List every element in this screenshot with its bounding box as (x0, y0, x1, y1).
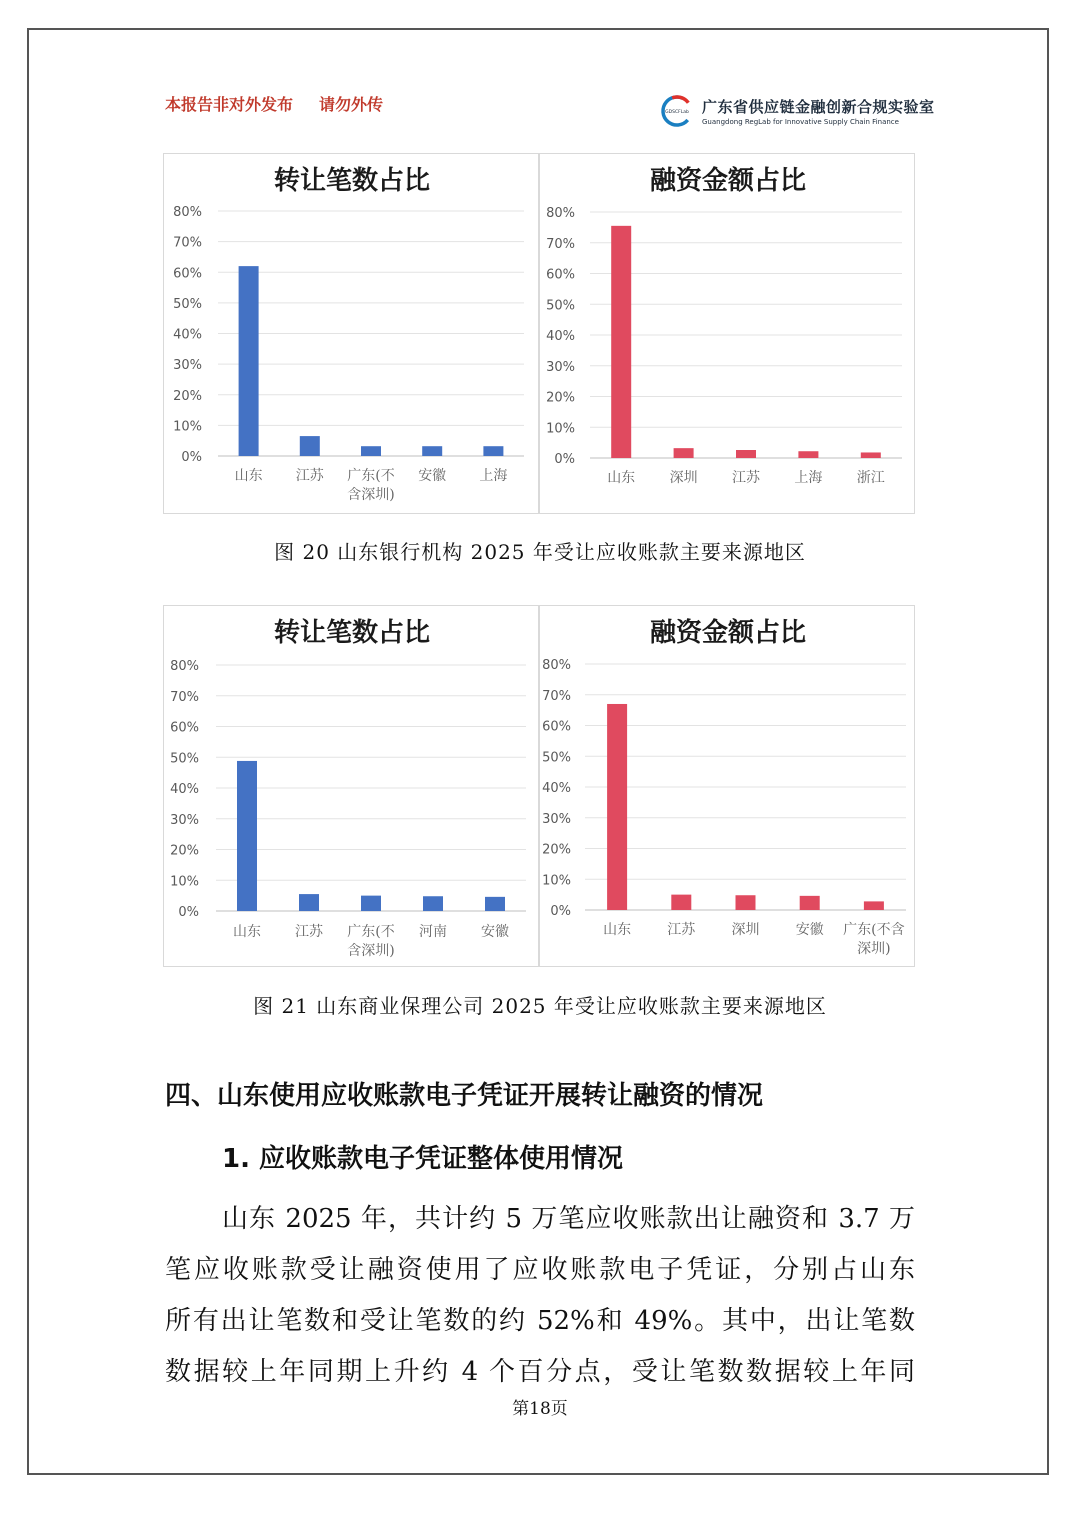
bar (861, 452, 881, 458)
y-tick-label: 80% (170, 659, 199, 674)
logo-badge-text: GDSCFLab (665, 110, 689, 115)
chart-title: 融资金额占比 (649, 166, 807, 196)
bar (671, 895, 691, 910)
y-tick-label: 60% (542, 719, 571, 735)
bar (674, 448, 694, 458)
y-tick-label: 40% (542, 781, 571, 796)
y-tick-label: 70% (546, 236, 575, 252)
bar (300, 436, 320, 456)
y-tick-label: 70% (542, 688, 571, 704)
x-category-label: 安徽 (481, 924, 509, 940)
bar (485, 897, 505, 911)
bar (483, 446, 503, 456)
y-tick-label: 0% (550, 904, 571, 919)
notice-no-distribution: 请勿外传 (319, 95, 384, 114)
x-category-label: 深圳) (857, 941, 891, 957)
x-category-label: 广东(不 (347, 468, 395, 484)
x-category-label: 江苏 (295, 924, 323, 940)
x-category-label: 山东 (234, 468, 263, 484)
notice-not-public: 本报告非对外发布 (165, 95, 294, 114)
y-tick-label: 30% (173, 358, 202, 374)
chart-title: 融资金额占比 (649, 618, 807, 648)
subsection-heading: 1. 应收账款电子凭证整体使用情况 (222, 1144, 624, 1174)
y-tick-label: 70% (173, 235, 202, 251)
y-tick-label: 20% (542, 842, 571, 858)
bar (800, 896, 820, 910)
x-category-label: 河南 (419, 924, 447, 940)
y-tick-label: 40% (173, 327, 202, 343)
y-tick-label: 20% (170, 843, 199, 859)
x-category-label: 江苏 (732, 470, 760, 486)
body-line-2: 笔应收账款受让融资使用了应收账款电子凭证，分别占山东 (165, 1255, 915, 1285)
y-tick-label: 80% (173, 205, 202, 220)
y-tick-label: 30% (542, 811, 571, 827)
bar (607, 704, 627, 910)
x-category-label: 安徽 (795, 922, 824, 938)
bar (422, 446, 442, 456)
y-tick-label: 0% (554, 452, 575, 467)
lab-name-cn: 广东省供应链金融创新合规实验室 (702, 98, 935, 116)
lab-name (702, 96, 935, 126)
bar (864, 901, 884, 910)
y-tick-label: 0% (178, 905, 199, 920)
y-tick-label: 10% (542, 873, 571, 889)
bar (736, 450, 756, 458)
y-tick-label: 50% (170, 751, 199, 767)
y-tick-label: 20% (546, 390, 575, 406)
bar (361, 896, 381, 911)
y-tick-label: 50% (546, 298, 575, 314)
y-tick-label: 60% (546, 267, 575, 283)
y-tick-label: 80% (542, 658, 571, 673)
x-category-label: 广东(不 (347, 924, 395, 940)
bar (361, 446, 381, 456)
y-tick-label: 30% (546, 359, 575, 375)
x-category-label: 含深圳) (347, 487, 395, 503)
y-tick-label: 10% (173, 419, 202, 435)
chart-fig20-amount (539, 153, 915, 514)
chart-fig21-count (163, 605, 539, 967)
x-category-label: 深圳 (731, 922, 760, 938)
section-heading: 四、山东使用应收账款电子凭证开展转让融资的情况 (165, 1081, 764, 1111)
x-category-label: 深圳 (669, 470, 698, 486)
y-tick-label: 50% (173, 296, 202, 312)
x-category-label: 上海 (794, 470, 823, 486)
y-tick-label: 70% (170, 689, 199, 705)
x-category-label: 上海 (479, 468, 508, 484)
x-category-label: 江苏 (295, 468, 324, 484)
y-tick-label: 10% (546, 421, 575, 437)
y-tick-label: 0% (181, 450, 202, 465)
bar (736, 895, 756, 910)
y-tick-label: 40% (546, 329, 575, 344)
y-tick-label: 80% (546, 206, 575, 221)
x-category-label: 山东 (603, 922, 632, 938)
x-category-label: 山东 (233, 924, 261, 940)
chart-title: 转让笔数占比 (273, 166, 431, 196)
x-category-label: 山东 (607, 470, 636, 486)
bar (423, 896, 443, 911)
y-tick-label: 10% (170, 874, 199, 890)
figure-20-caption: 图 20 山东银行机构 2025 年受让应收账款主要来源地区 (274, 540, 806, 564)
x-category-label: 含深圳) (347, 943, 395, 959)
bar (611, 226, 631, 458)
x-category-label: 江苏 (667, 922, 696, 938)
bar (237, 761, 257, 911)
lab-name-en: Guangdong RegLab for Innovative Supply Chain Finance (702, 118, 899, 126)
y-tick-label: 20% (173, 388, 202, 404)
bar (239, 266, 259, 456)
figure-21-caption: 图 21 山东商业保理公司 2025 年受让应收账款主要来源地区 (253, 994, 827, 1018)
x-category-label: 浙江 (856, 470, 885, 486)
body-line-1: 山东 2025 年，共计约 5 万笔应收账款出让融资和 3.7 万 (222, 1204, 915, 1234)
chart-fig20-count (163, 153, 539, 514)
y-tick-label: 30% (170, 812, 199, 828)
y-tick-label: 40% (170, 782, 199, 797)
chart-title: 转让笔数占比 (273, 618, 431, 648)
confidential-notice (165, 92, 383, 115)
x-category-label: 广东(不含 (843, 922, 905, 938)
y-tick-label: 50% (542, 750, 571, 766)
page-number: 第18页 (512, 1399, 568, 1419)
y-tick-label: 60% (170, 720, 199, 736)
y-tick-label: 60% (173, 266, 202, 282)
bar (798, 451, 818, 458)
body-line-4: 数据较上年同期上升约 4 个百分点，受让笔数数据较上年同 (165, 1357, 915, 1387)
chart-fig21-amount (539, 605, 915, 967)
x-category-label: 安徽 (418, 468, 447, 484)
bar (299, 894, 319, 911)
body-line-3: 所有出让笔数和受让笔数的约 52%和 49%。其中，出让笔数 (165, 1306, 915, 1336)
